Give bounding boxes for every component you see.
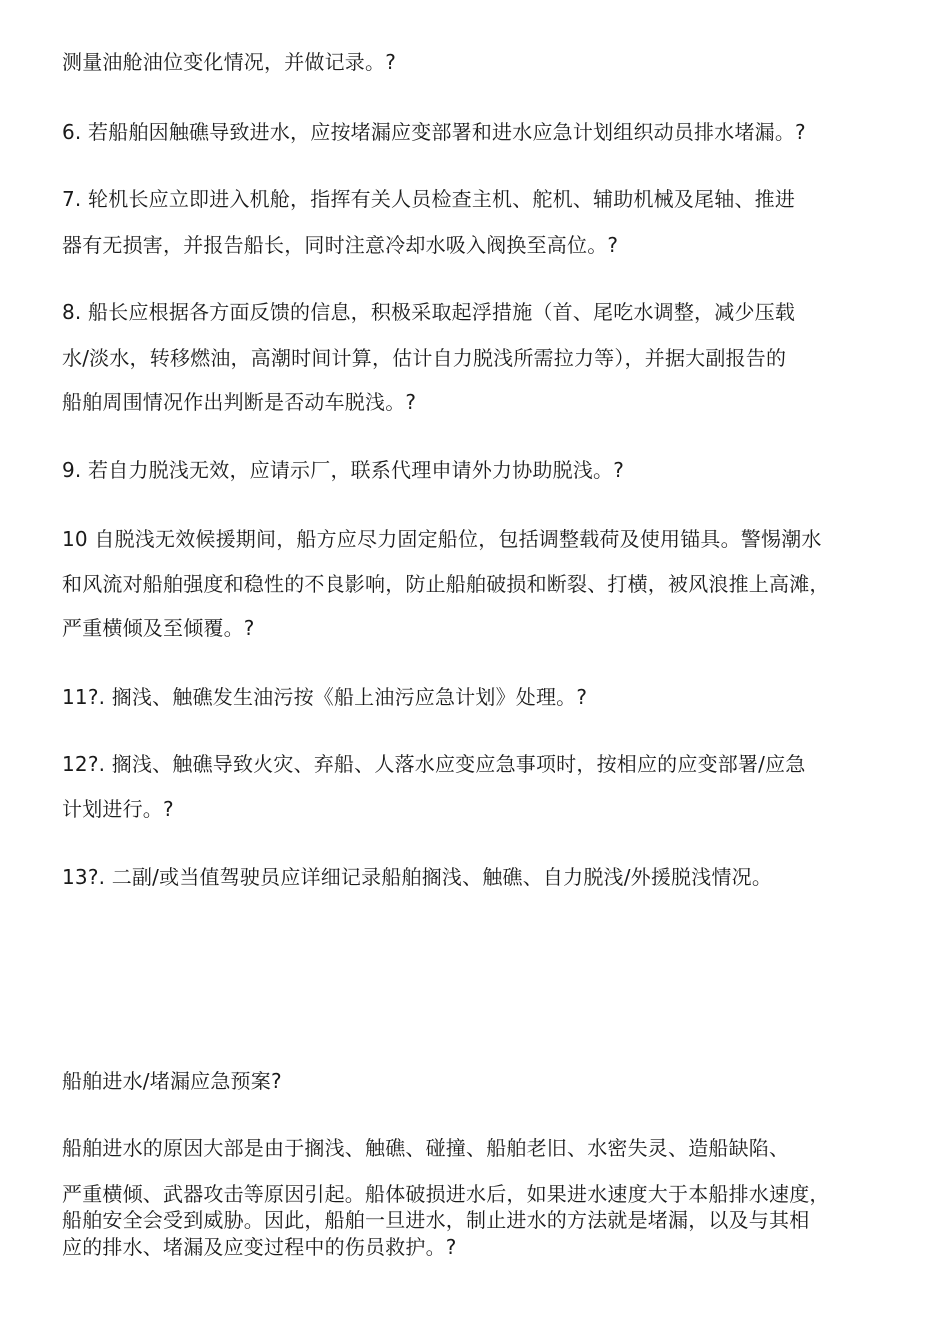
intro-line-4: 应的排水、堵漏及应变过程中的伤员救护。? (62, 1235, 457, 1259)
item-10-line-3: 严重横倾及至倾覆。? (62, 616, 255, 640)
item-8-line-3: 船舶周围情况作出判断是否动车脱浅。? (62, 390, 417, 414)
item-11: 11?. 搁浅、触礁发生油污按《船上油污应急计划》处理。? (62, 685, 588, 709)
item-13: 13?. 二副/或当值驾驶员应详细记录船舶搁浅、触礁、自力脱浅/外援脱浅情况。 (62, 865, 773, 889)
item-12-line-1: 12?. 搁浅、触礁导致火灾、弃船、人落水应变应急事项时，按相应的应变部署/应急 (62, 752, 806, 776)
item-10-line-2: 和风流对船舶强度和稳性的不良影响，防止船舶破损和断裂、打横，被风浪推上高滩， (62, 572, 830, 596)
intro-line-3: 船舶安全会受到威胁。因此，船舶一旦进水，制止进水的方法就是堵漏，以及与其相 (62, 1208, 810, 1232)
item-6: 6. 若船舶因触礁导致进水，应按堵漏应变部署和进水应急计划组织动员排水堵漏。? (62, 120, 806, 144)
item-12-line-2: 计划进行。? (62, 797, 174, 821)
section-title: 船舶进水/堵漏应急预案? (62, 1069, 282, 1093)
item-10-line-1: 10 自脱浅无效候援期间，船方应尽力固定船位，包括调整载荷及使用锚具。警惕潮水 (62, 527, 822, 551)
paragraph-5-continuation: 测量油舱油位变化情况，并做记录。? (62, 50, 397, 74)
item-7-line-1: 7. 轮机长应立即进入机舱，指挥有关人员检查主机、舵机、辅助机械及尾轴、推进 (62, 187, 796, 211)
item-9: 9. 若自力脱浅无效，应请示厂，联系代理申请外力协助脱浅。? (62, 458, 625, 482)
intro-line-2: 严重横倾、武器攻击等原因引起。船体破损进水后，如果进水速度大于本船排水速度， (62, 1182, 830, 1206)
intro-line-1: 船舶进水的原因大部是由于搁浅、触礁、碰撞、船舶老旧、水密失灵、造船缺陷、 (62, 1136, 790, 1160)
item-8-line-2: 水/淡水，转移燃油，高潮时间计算，估计自力脱浅所需拉力等），并据大副报告的 (62, 346, 787, 370)
item-8-line-1: 8. 船长应根据各方面反馈的信息，积极采取起浮措施（首、尾吃水调整，减少压载 (62, 300, 796, 324)
item-7-line-2: 器有无损害，并报告船长，同时注意冷却水吸入阀换至高位。? (62, 233, 619, 257)
